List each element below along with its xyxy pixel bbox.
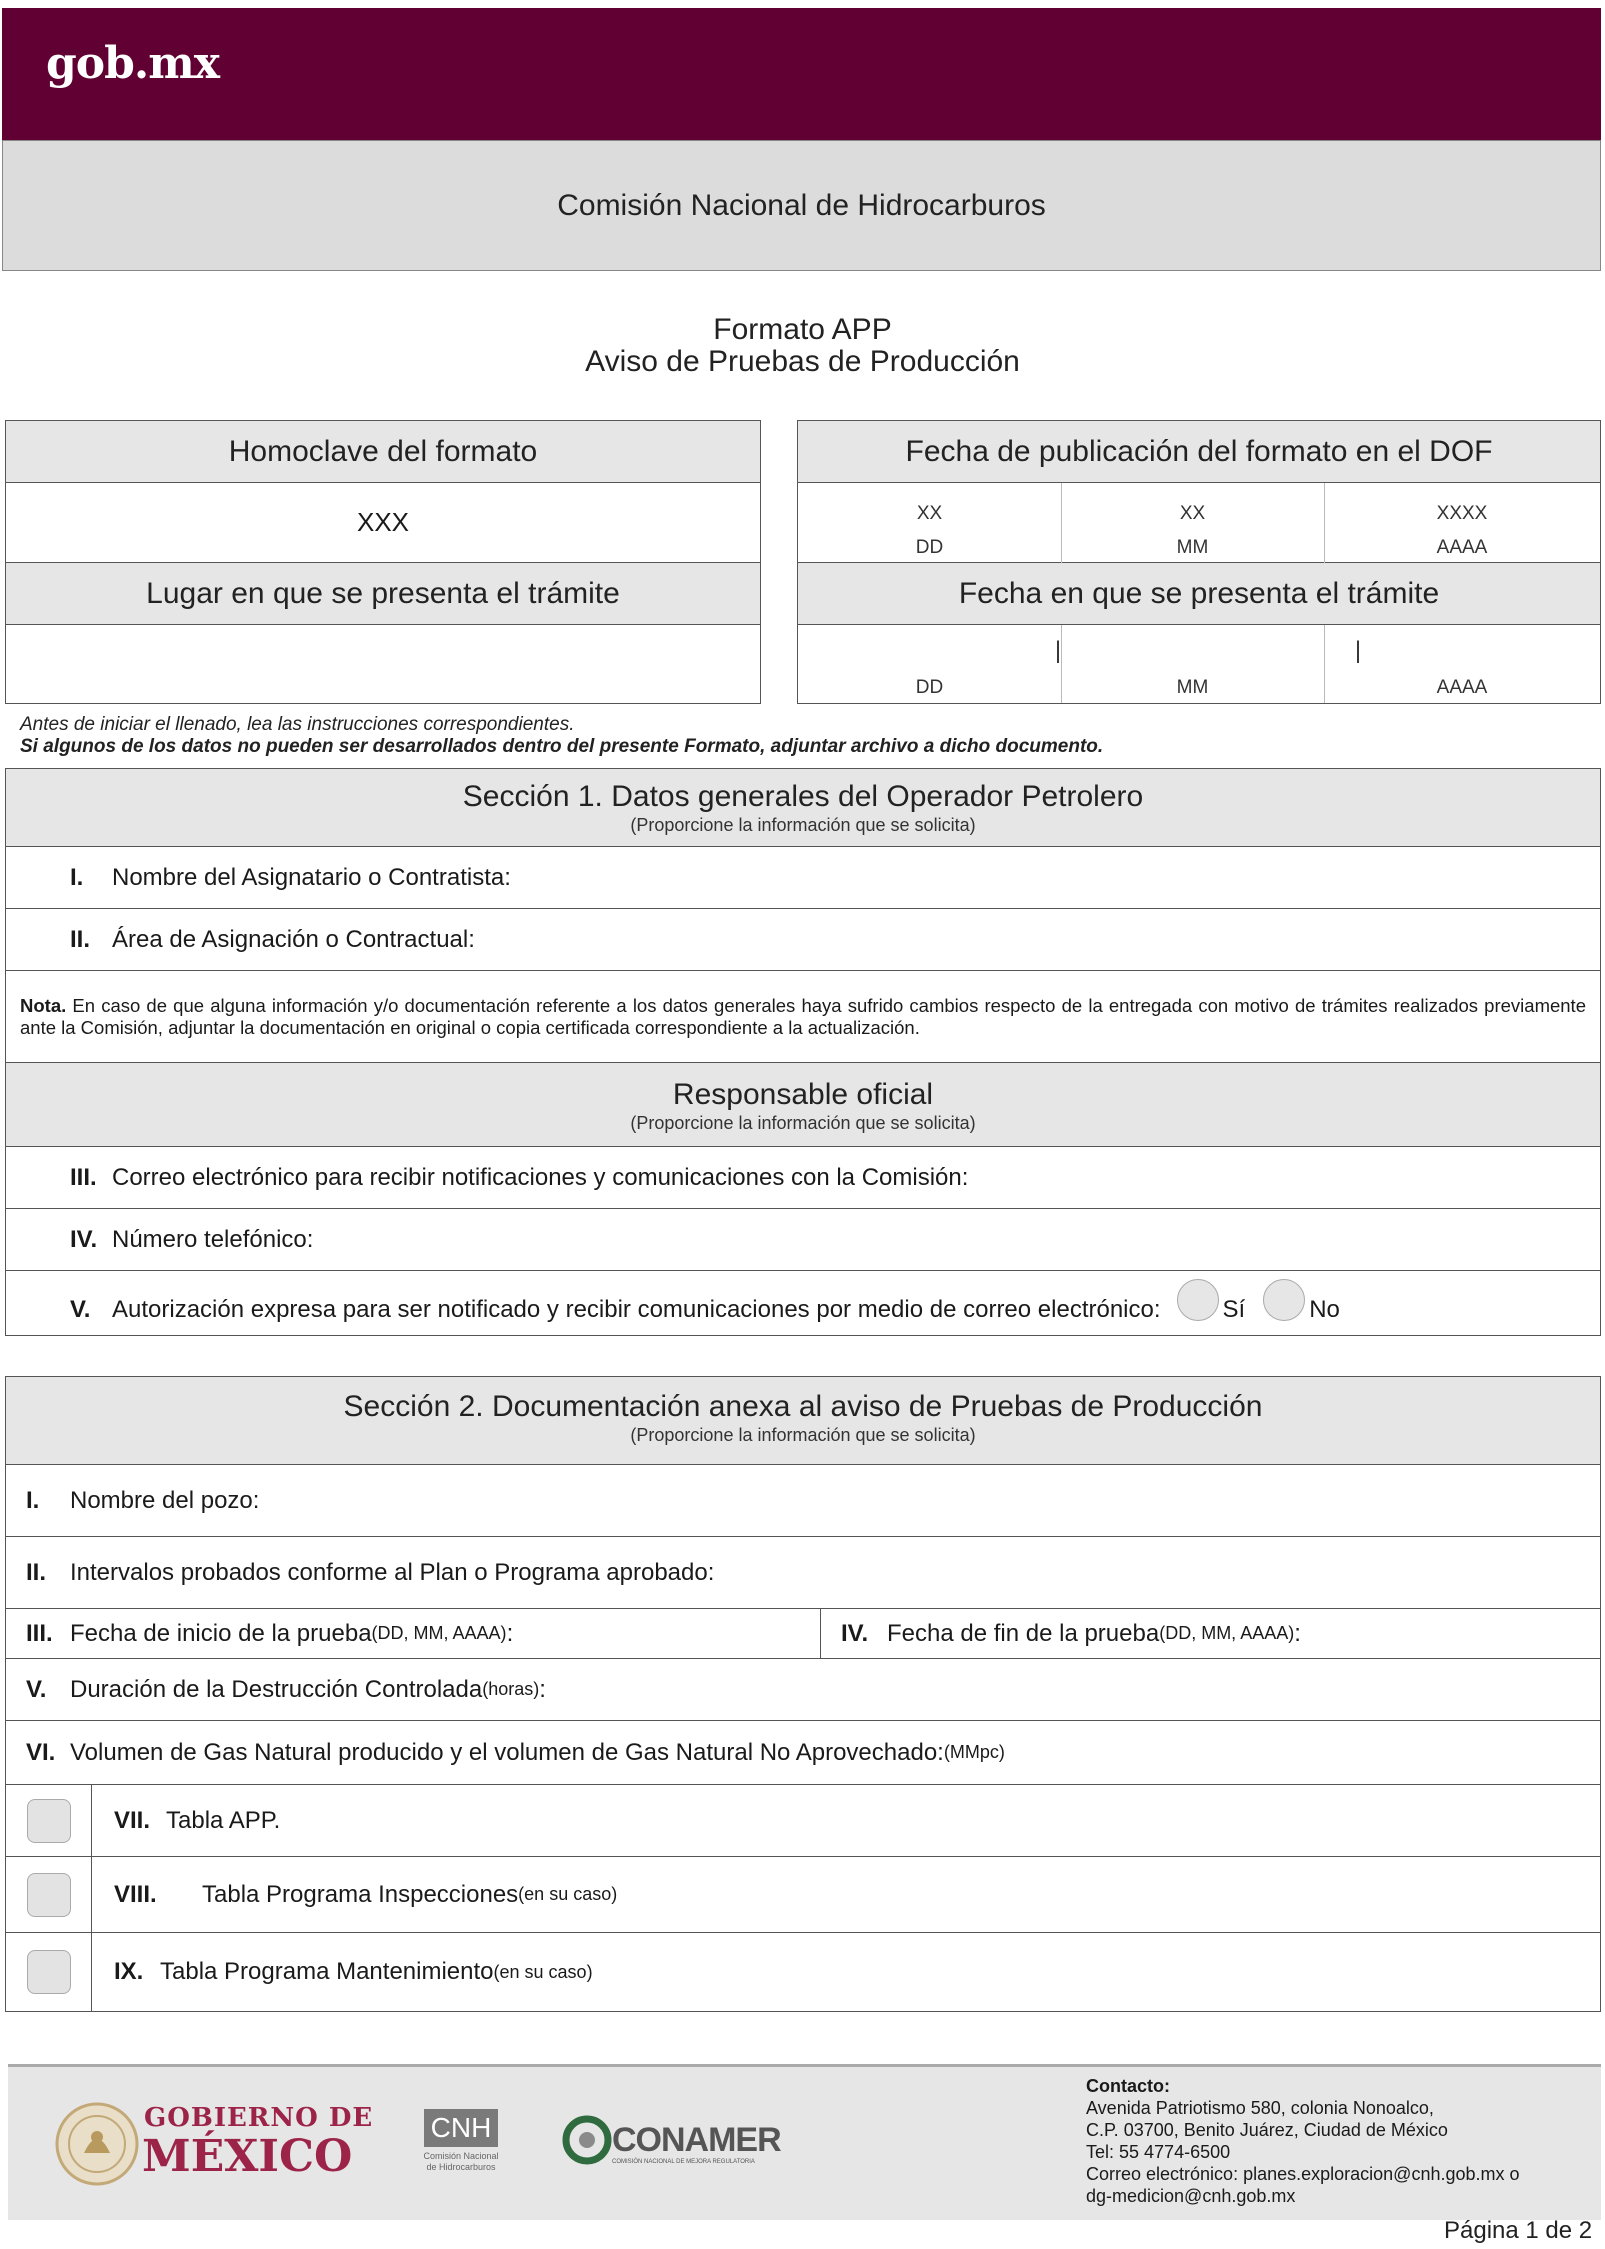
field-correo[interactable] — [6, 1147, 1600, 1209]
field-unit: (horas) — [482, 1679, 540, 1699]
field-volumen[interactable] — [6, 1721, 1600, 1785]
mexico-seal-icon — [54, 2101, 140, 2187]
section1-title: Sección 1. Datos generales del Operador Petrolero — [462, 780, 1144, 813]
item-number: II. — [70, 925, 91, 953]
item-number: II. — [26, 1558, 47, 1586]
radio-si[interactable] — [1177, 1279, 1219, 1321]
field-colon: : — [539, 1675, 546, 1703]
contact-email-2[interactable]: dg-medicion@cnh.gob.mx — [1086, 2186, 1296, 2206]
checkbox-inspecciones[interactable] — [27, 1873, 71, 1917]
section1 — [5, 768, 1601, 1336]
section2-header — [6, 1377, 1600, 1465]
field-fecha-fin[interactable] — [821, 1609, 1600, 1658]
item-number: I. — [26, 1486, 40, 1514]
field-unit: (en su caso) — [493, 1961, 593, 1982]
dof-month: XX — [1179, 503, 1206, 524]
field-label: Área de Asignación o Contractual: — [112, 925, 475, 953]
date-separator: | — [1354, 637, 1362, 664]
contact-block — [1086, 2075, 1520, 2207]
radio-no[interactable] — [1263, 1279, 1305, 1321]
note-text: En caso de que alguna información y/o documentación referente a los datos generales haya sufrido cambios respecto de la entregada con motivo de trámites realizados previamente ante la Comisión, adjuntar la documentación en original o copia certificada correspondiente a la actualización. — [20, 994, 1586, 1038]
aaaa-label: AAAA — [1436, 537, 1488, 558]
field-asignatario[interactable] — [6, 847, 1600, 909]
cnh-subtitle-line: Comisión Nacional — [423, 2151, 499, 2161]
conamer-icon — [562, 2115, 612, 2165]
section1-header — [6, 769, 1600, 847]
gobierno-logo-line2: MÉXICO — [142, 2131, 353, 2182]
conamer-logo: CONAMER — [612, 2121, 781, 2159]
lugar-label: Lugar en que se presenta el trámite — [6, 563, 760, 625]
field-label: Fecha de inicio de la prueba — [70, 1619, 372, 1647]
field-unit: (DD, MM, AAAA) — [1159, 1623, 1295, 1643]
fechas-row — [6, 1609, 1600, 1659]
instructions-line2: Si algunos de los datos no pueden ser desarrollados dentro del presente Formato, adjuntar archivo a dicho documento. — [20, 736, 1104, 757]
dof-year: XXXX — [1436, 503, 1488, 524]
instructions-line1: Antes de iniciar el llenado, lea las instrucciones correspondientes. — [20, 714, 575, 735]
field-colon: : — [1294, 1619, 1301, 1647]
section2 — [5, 1376, 1601, 2012]
gobmx-logo[interactable]: gob.mx — [46, 38, 219, 89]
form-title: Formato APP — [713, 313, 892, 346]
field-nombre-pozo[interactable] — [6, 1465, 1600, 1537]
item-number: IV. — [841, 1619, 869, 1647]
page-number: Página 1 de 2 — [1444, 2217, 1593, 2244]
homoclave-label: Homoclave del formato — [6, 421, 760, 483]
field-fecha-inicio[interactable] — [6, 1609, 821, 1658]
check-row-mantenimiento — [6, 1933, 1600, 2011]
check-cell — [6, 1857, 92, 1932]
field-label: Tabla Programa Mantenimiento — [160, 1958, 494, 1985]
fecha-label: Fecha en que se presenta el trámite — [798, 563, 1600, 625]
field-unit: (DD, MM, AAAA) — [371, 1623, 507, 1643]
form-subtitle: Aviso de Pruebas de Producción — [585, 345, 1020, 378]
dd-label: DD — [915, 677, 944, 698]
conamer-subtitle: COMISIÓN NACIONAL DE MEJORA REGULATORIA — [612, 2159, 755, 2165]
field-label: Nombre del pozo: — [70, 1486, 260, 1514]
contact-email[interactable]: Correo electrónico: planes.exploracion@cnh.gob.mx o — [1086, 2164, 1520, 2184]
field-area[interactable] — [6, 909, 1600, 971]
mm-label: MM — [1176, 537, 1209, 558]
field-label: Nombre del Asignatario o Contratista: — [112, 863, 511, 891]
fecha-date-input[interactable] — [798, 625, 1600, 703]
lugar-input[interactable] — [6, 625, 760, 703]
contact-address: Avenida Patriotismo 580, colonia Nonoalco, — [1086, 2098, 1434, 2118]
date-separator: | — [1054, 637, 1062, 664]
dof-label: Fecha de publicación del formato en el DOF — [798, 421, 1600, 483]
radio-no-label: No — [1309, 1296, 1340, 1323]
field-label: Fecha de fin de la prueba — [887, 1619, 1160, 1647]
field-unit: (MMpc) — [943, 1742, 1005, 1762]
info-right-box — [797, 420, 1601, 704]
check-cell — [6, 1785, 92, 1856]
field-colon: : — [506, 1619, 514, 1647]
field-telefono[interactable] — [6, 1209, 1600, 1271]
note-label: Nota. — [20, 994, 67, 1016]
item-number: VII. — [114, 1806, 151, 1834]
dd-label: DD — [915, 537, 944, 558]
field-label: Tabla APP. — [166, 1806, 281, 1834]
item-number: VI. — [26, 1738, 56, 1766]
field-autorizacion — [6, 1271, 1600, 1335]
mm-label: MM — [1176, 677, 1209, 698]
header-bar — [2, 8, 1601, 140]
info-left-box — [5, 420, 761, 704]
item-number: III. — [70, 1163, 97, 1191]
item-number: I. — [70, 863, 84, 891]
responsable-subtitle: (Proporcione la información que se solicita) — [630, 1113, 976, 1133]
section1-subtitle: (Proporcione la información que se solicita) — [630, 815, 976, 835]
field-duracion[interactable] — [6, 1659, 1600, 1721]
dof-date — [798, 483, 1600, 563]
item-number: IX. — [114, 1958, 144, 1985]
item-number: III. — [26, 1619, 53, 1647]
aaaa-label: AAAA — [1436, 677, 1488, 698]
check-row-inspecciones — [6, 1857, 1600, 1933]
field-unit: (en su caso) — [518, 1884, 618, 1904]
footer — [8, 2064, 1601, 2220]
responsable-header — [6, 1063, 1600, 1147]
cnh-subtitle — [412, 2151, 510, 2173]
field-label: Autorización expresa para ser notificado y recibir comunicaciones por medio de correo electrónico: — [112, 1296, 1161, 1323]
field-label: Duración de la Destrucción Controlada — [70, 1675, 483, 1703]
radio-si-label: Sí — [1222, 1296, 1246, 1323]
agency-name: Comisión Nacional de Hidrocarburos — [2, 140, 1601, 271]
section2-subtitle: (Proporcione la información que se solicita) — [630, 1425, 976, 1445]
note-paragraph — [6, 971, 1600, 1063]
section2-title: Sección 2. Documentación anexa al aviso de Pruebas de Producción — [343, 1390, 1263, 1423]
field-label: Tabla Programa Inspecciones — [202, 1880, 519, 1908]
item-number: V. — [70, 1296, 91, 1323]
checkbox-mantenimiento[interactable] — [27, 1950, 71, 1994]
responsable-title: Responsable oficial — [672, 1078, 934, 1111]
checkbox-tabla-app[interactable] — [27, 1799, 71, 1843]
item-number: IV. — [70, 1225, 98, 1253]
field-label: Correo electrónico para recibir notificaciones y comunicaciones con la Comisión: — [112, 1163, 969, 1191]
check-cell — [6, 1933, 92, 2011]
contact-phone: Tel: 55 4774-6500 — [1086, 2142, 1231, 2162]
field-label: Volumen de Gas Natural producido y el volumen de Gas Natural No Aprovechado: — [70, 1738, 944, 1766]
contact-city: C.P. 03700, Benito Juárez, Ciudad de México — [1086, 2120, 1448, 2140]
cnh-subtitle-line: de Hidrocarburos — [426, 2162, 496, 2172]
field-intervalos[interactable] — [6, 1537, 1600, 1609]
dof-day: XX — [916, 503, 943, 524]
item-number: VIII. — [114, 1880, 157, 1908]
field-label: Intervalos probados conforme al Plan o Programa aprobado: — [70, 1558, 715, 1586]
item-number: V. — [26, 1675, 47, 1703]
gobierno-logo-line1: GOBIERNO DE — [144, 2103, 374, 2133]
field-label: Número telefónico: — [112, 1225, 314, 1253]
contact-title: Contacto: — [1086, 2076, 1170, 2096]
check-row-app — [6, 1785, 1600, 1857]
cnh-logo: CNH — [424, 2109, 498, 2147]
homoclave-value: XXX — [6, 483, 760, 563]
